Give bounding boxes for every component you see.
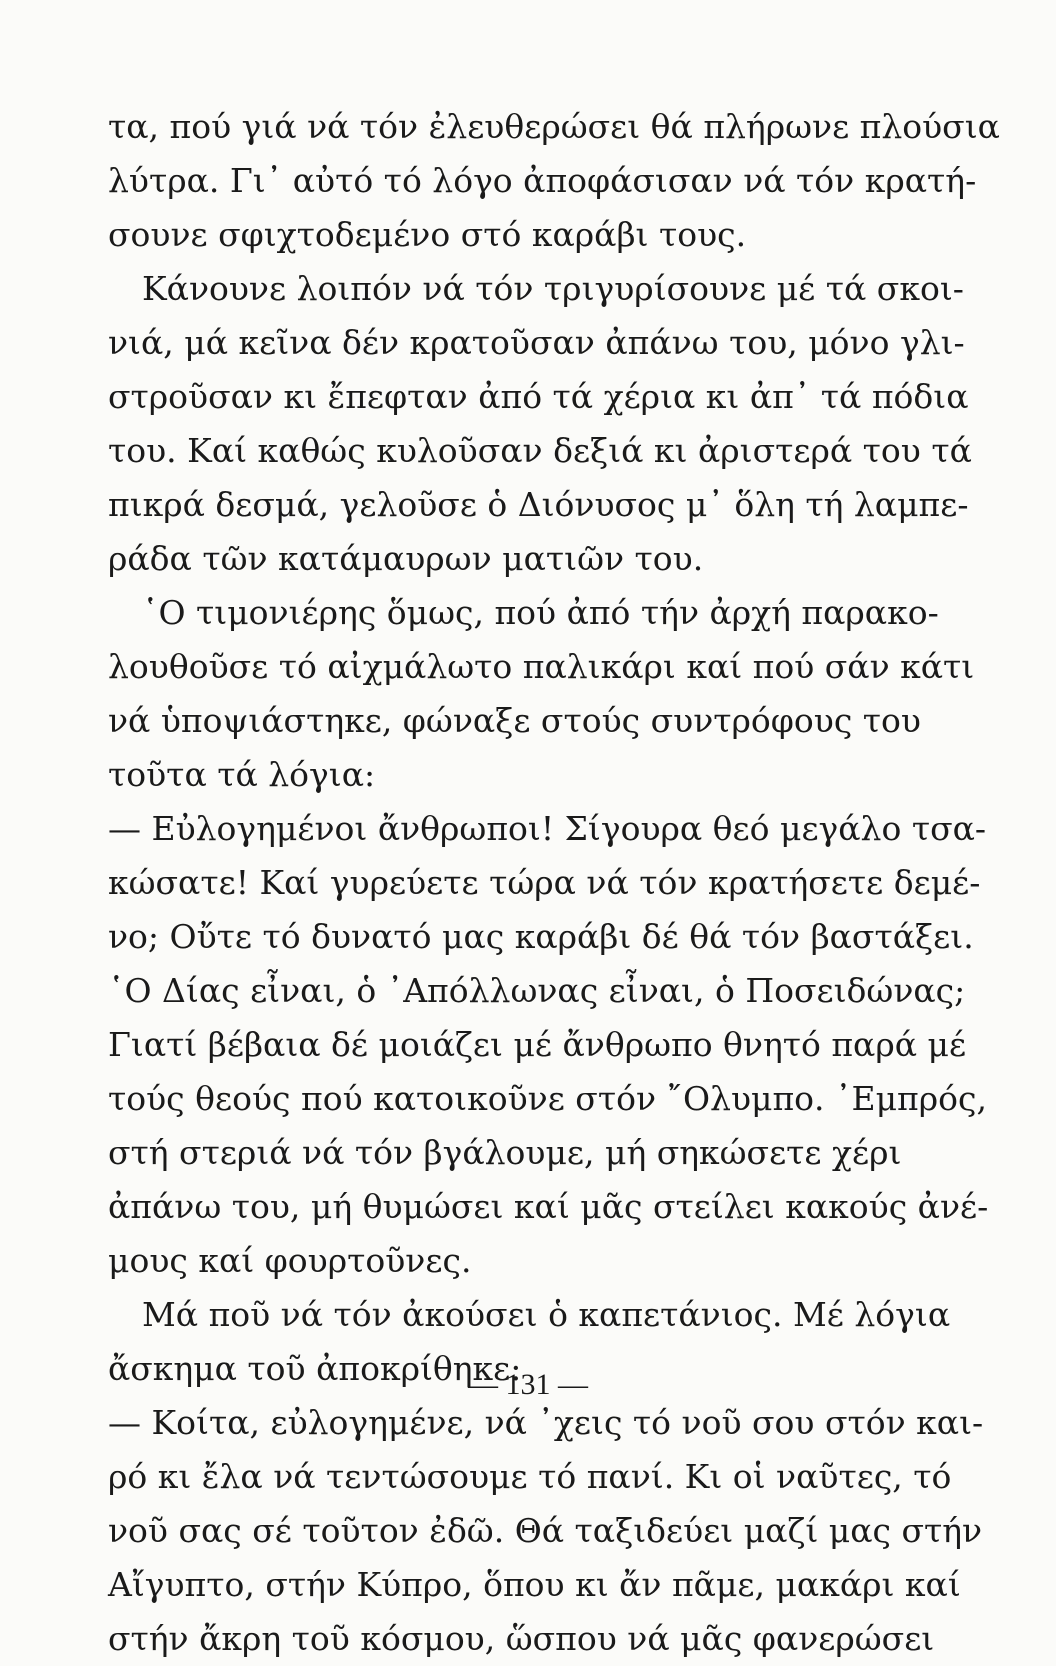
text-line: λύτρα. Γι᾽ αὐτό τό λόγο ἀποφάσισαν νά τόν κρατή-: [108, 161, 977, 200]
text-line: ἀπάνω του, μή θυμώσει καί μᾶς στείλει κακούς ἀνέ-: [108, 1187, 989, 1226]
text-line: ρό κι ἔλα νά τεντώσουμε τό πανί. Κι οἱ ναῦτες, τό: [108, 1457, 952, 1496]
text-line: στροῦσαν κι ἔπεφταν ἀπό τά χέρια κι ἀπ᾽ τά πόδια: [108, 377, 969, 416]
text-line: του. Καί καθώς κυλοῦσαν δεξιά κι ἀριστερά του τά: [108, 431, 972, 470]
text-line: ράδα τῶν κατάμαυρων ματιῶν του.: [108, 539, 704, 578]
text-line: κώσατε! Καί γυρεύετε τώρα νά τόν κρατήσετε δεμέ-: [108, 863, 981, 902]
text-line: ῾Ο τιμονιέρης ὅμως, πού ἀπό τήν ἀρχή παρακο-: [142, 593, 939, 632]
text-line: ἄσκημα τοῦ ἀποκρίθηκε:: [108, 1349, 522, 1388]
page-number: — 131 —: [468, 1368, 588, 1401]
text-line: Κάνουνε λοιπόν νά τόν τριγυρίσουνε μέ τά σκοι-: [142, 269, 964, 308]
text-line: Γιατί βέβαια δέ μοιάζει μέ ἄνθρωπο θνητό παρά μέ: [108, 1025, 967, 1064]
text-line: Αἴγυπτο, στήν Κύπρο, ὅπου κι ἄν πᾶμε, μακάρι καί: [108, 1565, 961, 1604]
body-text: [108, 100, 1000, 1666]
text-line: — Εὐλογημένοι ἄνθρωποι! Σίγουρα θεό μεγάλο τσα-: [108, 809, 987, 848]
text-line: πικρά δεσμά, γελοῦσε ὁ Διόνυσος μ᾽ ὅλη τή λαμπε-: [108, 485, 969, 524]
text-line: νοῦ σας σέ τοῦτον ἐδῶ. Θά ταξιδεύει μαζί μας στήν: [108, 1511, 983, 1550]
text-line: νά ὑποψιάστηκε, φώναξε στούς συντρόφους του: [108, 701, 921, 740]
text-line: τούς θεούς πού κατοικοῦνε στόν ῎Ολυμπο. ᾽Εμπρός,: [108, 1079, 987, 1118]
text-line: — Κοίτα, εὐλογημένε, νά ᾽χεις τό νοῦ σου στόν και-: [108, 1403, 984, 1442]
text-line: ῾Ο Δίας εἶναι, ὁ ᾽Απόλλωνας εἶναι, ὁ Ποσειδώνας;: [108, 971, 966, 1010]
text-line: νο; Οὔτε τό δυνατό μας καράβι δέ θά τόν βαστάξει.: [108, 917, 974, 956]
text-line: σουνε σφιχτοδεμένο στό καράβι τους.: [108, 215, 747, 254]
text-line: Μά ποῦ νά τόν ἀκούσει ὁ καπετάνιος. Μέ λόγια: [142, 1295, 951, 1334]
text-line: νιά, μά κεῖνα δέν κρατοῦσαν ἀπάνω του, μόνο γλι-: [108, 323, 965, 362]
text-line: τα, πού γιά νά τόν ἐλευθερώσει θά πλήρωνε πλούσια: [108, 107, 1000, 146]
text-line: λουθοῦσε τό αἰχμάλωτο παλικάρι καί πού σάν κάτι: [108, 647, 975, 686]
text-line: τοῦτα τά λόγια:: [108, 755, 376, 794]
text-line: μους καί φουρτοῦνες.: [108, 1241, 472, 1280]
text-line: στήν ἄκρη τοῦ κόσμου, ὥσπου νά μᾶς φανερώσει: [108, 1619, 935, 1658]
text-line: στή στεριά νά τόν βγάλουμε, μή σηκώσετε χέρι: [108, 1133, 902, 1172]
